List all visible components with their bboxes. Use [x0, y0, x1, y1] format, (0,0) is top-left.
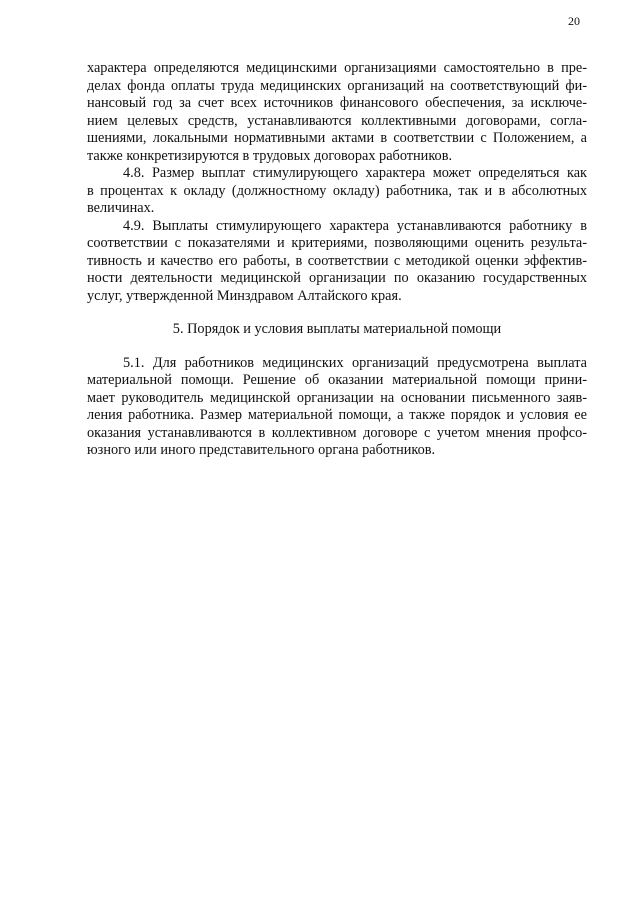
section-5-heading: 5. Порядок и условия выплаты материальной помощи — [172, 321, 502, 337]
text-line: тивность и качество его работы, в соответствии с методикой оценки эффектив- — [87, 252, 587, 269]
text-line: характера определяются медицинскими организациями самостоятельно в пре- — [87, 60, 587, 76]
text-line: ления работника. Размер материальной помощи, а также порядок и условия ее — [87, 407, 587, 423]
text-line: нием целевых средств, устанавливаются коллективными договорами, согла- — [87, 112, 587, 129]
text-line: также конкретизируются в трудовых договорах работников. — [87, 147, 453, 164]
page-number: 20 — [568, 14, 580, 28]
text-line: 4.8. Размер выплат стимулирующего характера может определяться как — [123, 165, 587, 181]
paragraph-4-8 — [87, 165, 587, 218]
paragraph-4-9 — [87, 218, 587, 306]
text-line: 5.1. Для работников медицинских организаций предусмотрена выплата — [123, 354, 587, 371]
text-line: соответствии с показателями и критериями, позволяющими оценить результа- — [87, 235, 587, 251]
text-line: юзного или иного представительного органа работников. — [87, 442, 436, 458]
paragraph-5-1 — [87, 355, 587, 460]
document-body — [87, 60, 587, 460]
text-line: 4.9. Выплаты стимулирующего характера устанавливаются работнику в — [123, 217, 587, 234]
paragraph-4-7-continuation — [87, 60, 587, 165]
text-line: нансовый год за счет всех источников финансового обеспечения, за исключе- — [87, 95, 587, 111]
text-line: материальной помощи. Решение об оказании материальной помощи прини- — [87, 372, 587, 388]
text-line: шениями, локальными нормативными актами в соответствии с Положением, а — [87, 130, 587, 146]
text-line: оказания устанавливаются в коллективном договоре с учетом мнения профсо- — [87, 424, 587, 441]
text-line: делах фонда оплаты труда медицинских организаций на соответствующий фи- — [87, 77, 587, 94]
text-line: услуг, утвержденной Минздравом Алтайского края. — [87, 287, 402, 304]
text-line: ности деятельности медицинской организации по оказанию государственных — [87, 270, 587, 286]
text-line: мает руководитель медицинской организации на основании письменного заяв- — [87, 389, 587, 406]
text-line: величинах. — [87, 200, 155, 216]
text-line: в процентах к окладу (должностному окладу) работника, так и в абсолютных — [87, 182, 587, 199]
